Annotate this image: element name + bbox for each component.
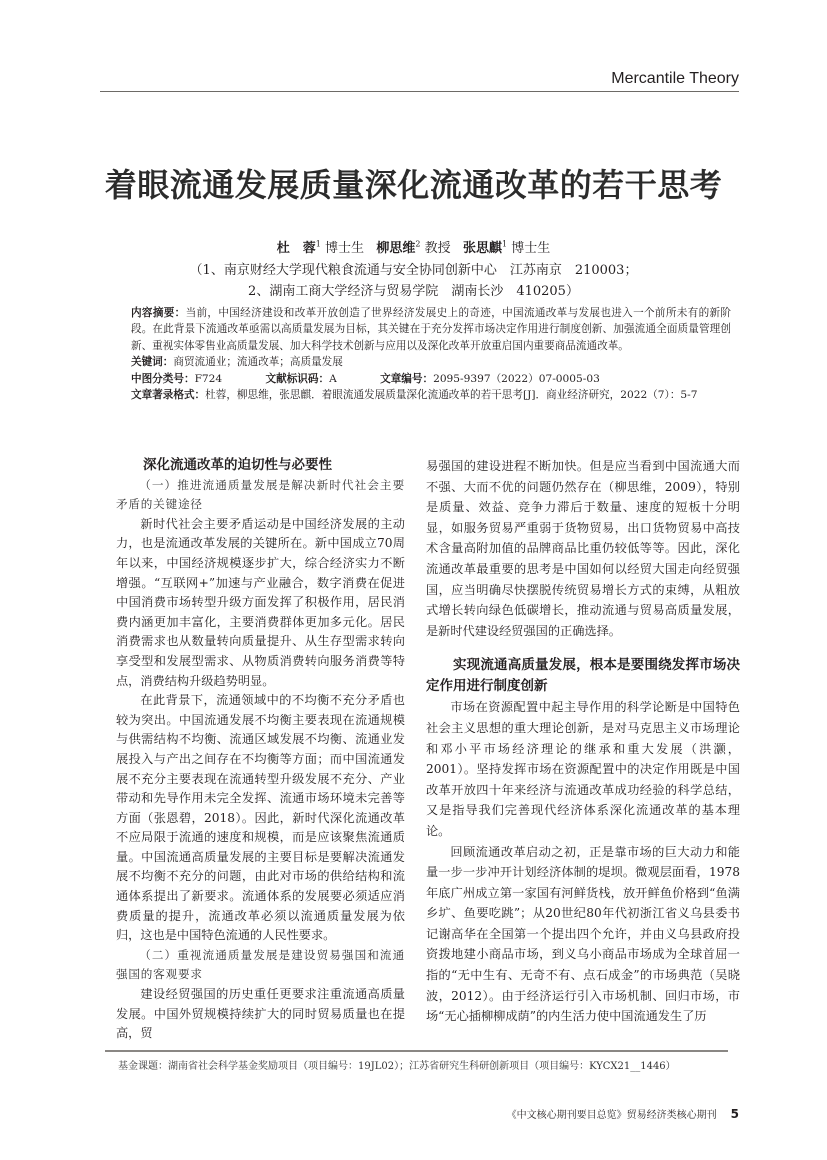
page-number: 5: [730, 1107, 739, 1121]
author-role: 博士生: [324, 241, 364, 256]
author-line: [0, 237, 827, 256]
article-meta: [131, 305, 731, 403]
keywords: [131, 354, 731, 370]
subsection-heading: （二）重视流通质量发展是建设贸易强国和流通强国的客观要求: [116, 947, 405, 982]
abstract-label: 内容摘要：: [131, 307, 186, 319]
author-name: 柳思维: [376, 241, 416, 256]
citation-label: 文章著录格式：: [131, 389, 206, 402]
clc-label: 中图分类号：: [131, 372, 195, 385]
article-no-value: 2095-9397（2022）07-0005-03: [433, 372, 600, 385]
affiliation-2: 2、湖南工商大学经济与贸易学院 湖南长沙 410205）: [248, 284, 579, 299]
paragraph: 易强国的建设进程不断加快。但是应当看到中国流通大而不强、大而不优的问题仍然存在（柳思维，2009），特别是质量、效益、竞争力滞后于数量、速度的短板十分明显，如服务贸易严重弱于货物贸易，出口货物贸易中高技术含量高附加值的品牌商品比重仍较低等等。因此，深化流通改革最重要的思考是中国如何以经贸大国走向经贸强国，应当明确尽快摆脱传统贸易增长方式的束缚，从粗放式增长转向绿色低碳增长，推动流通与贸易高质量发展，是新时代建设经贸强国的正确选择。: [426, 459, 740, 638]
keywords-text: 商贸流通业；流通改革；高质量发展: [173, 356, 343, 369]
author-affiliation-mark: 2: [415, 239, 421, 249]
author-role: 博士生: [511, 241, 551, 256]
abstract: [131, 305, 731, 354]
keywords-label: 关键词：: [131, 356, 174, 369]
author-affiliation-mark: 1: [502, 239, 508, 249]
classification: [131, 371, 731, 387]
section-heading: 实现流通高质量发展，根本是要围绕发挥市场决定作用进行制度创新: [426, 657, 740, 695]
journal-index-note: 《中文核心期刊要目总览》贸易经济类核心期刊: [506, 1110, 717, 1121]
affiliation-1: （1、南京财经大学现代粮食流通与安全协同创新中心 江苏南京 210003；: [189, 263, 638, 278]
clc-value: F724: [194, 372, 223, 385]
section-heading: 深化流通改革的迫切性与必要性: [143, 457, 332, 473]
citation-text: 杜蓉，柳思维，张思麒．着眼流通发展质量深化流通改革的若干思考[J]．商业经济研究，2022（7）：5-7: [205, 389, 698, 402]
paragraph: 回顾流通改革启动之初，正是靠市场的巨大动力和能量一步一步冲开计划经济体制的堤坝。微观层面看，1978年底广州成立第一家国有河鲜货栈，放开鲜鱼价格到“鱼满乡圹、鱼要吃跳”；从20世纪80年代初浙江省义乌县委书记谢高华在全国第一个提出四个允许，并由义乌县政府投资拨地建小商品市场，到义乌小商品市场成为全球首屈一指的“无中生有、无奇不有、点石成金”的市场典范（吴晓波，2012）。由于经济运行引入市场机制、回归市场，市场“无心插柳柳成荫”的内生活力使中国流通发生了历: [426, 844, 740, 1024]
paragraph: 新时代社会主要矛盾运动是中国经济发展的主动力，也是流通改革发展的关键所在。新中国成立70周年以来，中国经济规模逐步扩大，综合经济实力不断增强。“互联网+”加速与产业融合，数字消费在促进中国消费市场转型升级方面发挥了积极作用，居民消费内涵更加丰富化，主要消费群体更加多元化。居民消费需求也从数量转向质量提升、从生存型需求转向享受型和发展型需求、从物质消费转向服务消费等特点，消费结构升级趋势明显。: [116, 516, 405, 688]
citation: [131, 387, 731, 403]
doc-code-value: A: [329, 372, 337, 385]
author-name: 张思麒: [463, 241, 503, 256]
fund-footnote: 基金课题：湖南省社会科学基金奖励项目（项目编号：19JL02）；江苏省研究生科研创新项目（项目编号：KYCX21__1446）: [118, 1061, 676, 1072]
running-footer: [507, 1106, 739, 1121]
paragraph: 市场在资源配置中起主导作用的科学论断是中国特色社会主义思想的重大理论创新，是对马克思主义市场理论和邓小平市场经济理论的继承和重大发展（洪灏，2001）。坚持发挥市场在资源配置中的决定作用既是中国改革开放四十年来经济与流通改革成功经验的科学总结，又是指导我们完善现代经济体系深化流通改革的基本理论。: [426, 700, 740, 838]
journal-section-label: Mercantile Theory: [611, 70, 739, 87]
doc-code-label: 文献标识码：: [265, 372, 330, 385]
footnote-divider: [105, 1050, 728, 1052]
article-no-label: 文章编号：: [380, 372, 434, 385]
article-title: 着眼流通发展质量深化流通改革的若干思考: [104, 166, 723, 204]
paragraph: 建设经贸强国的历史重任更要求注重流通高质量发展。中国外贸规模持续扩大的同时贸易质量也在提高，贸: [116, 987, 405, 1041]
author-affiliation-mark: 1: [315, 239, 321, 249]
abstract-text: 当前，中国经济建设和改革开放创造了世界经济发展史上的奇迹，中国流通改革与发展也进入一个前所未有的新阶段。在此背景下流通改革亟需以高质量发展为目标，其关键在于充分发挥市场决定作用进行制度创新、加强流通全面质量管理创新、重视实体零售业高质量发展、加大科学技术创新与应用以及深化改革开放重启国内重要商品流通改革。: [131, 307, 731, 352]
left-column: [116, 456, 405, 1044]
author-name: 杜 蓉: [276, 241, 316, 256]
subsection-heading: （一）推进流通质量发展是解决新时代社会主要矛盾的关键途径: [116, 477, 405, 512]
header-divider: [100, 91, 739, 92]
paragraph: 在此背景下，流通领域中的不均衡不充分矛盾也较为突出。中国流通发展不均衡主要表现在流通规模与供需结构不均衡、流通区域发展不均衡、流通业发展投入与产出之间存在不均衡等方面；而中国流通发展不充分主要表现在流通转型升级发展不充分、产业带动和先导作用未完全发挥、流通市场环境未完善等方面（张恩碧，2018）。因此，新时代深化流通改革不应局限于流通的速度和规模，而是应该聚焦流通质量。中国流通高质量发展的主要目标是要解决流通发展不均衡不充分的问题，由此对市场的供给结构和流通体系提出了新要求。流通体系的发展要必须适应消费质量的提升，流通改革必须以流通质量发展为依归，这也是中国特色流通的人民性要求。: [116, 693, 405, 943]
right-column: [426, 456, 740, 1027]
author-role: 教授: [424, 241, 451, 256]
